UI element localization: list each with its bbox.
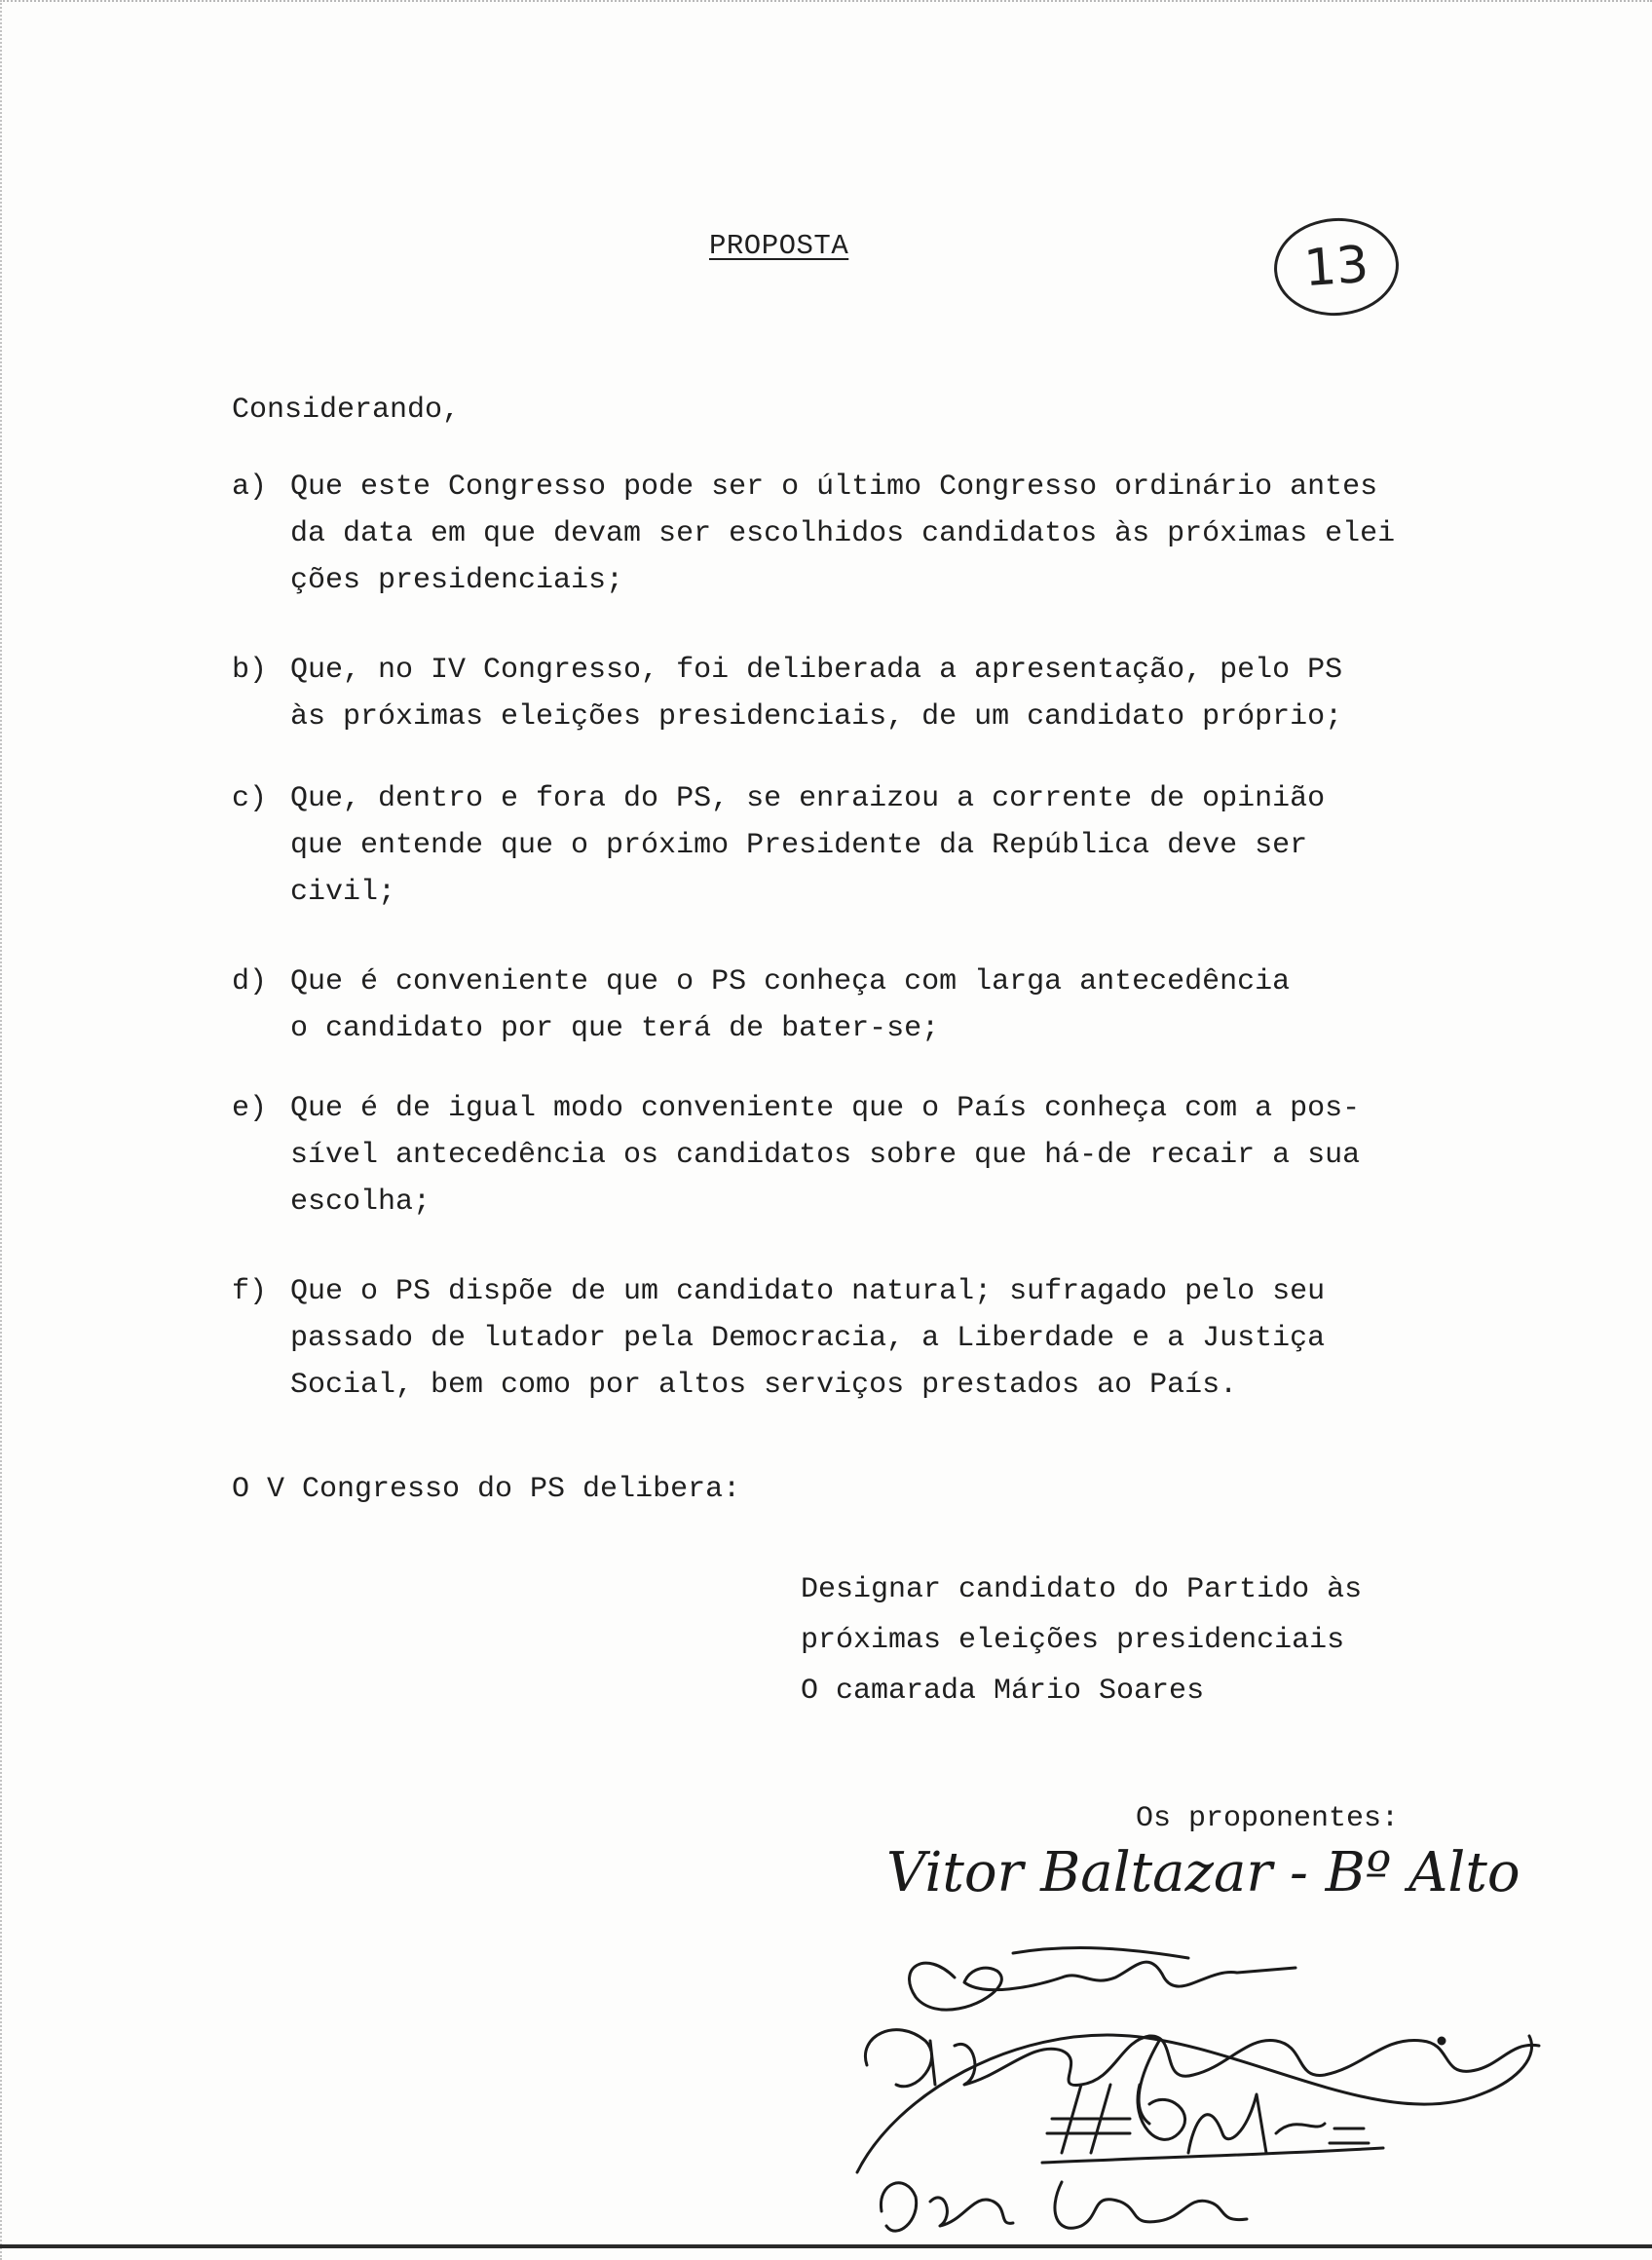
resolution-line: Designar candidato do Partido às [801,1573,1363,1606]
resolution-block [801,1564,1362,1716]
signatures-block [838,1841,1617,2241]
item-letter: d) [232,965,268,998]
page-top-edge [0,0,1652,6]
item-text: Que, dentro e fora do PS, se enraizou a corrente de opinião que entende que o próximo Presidente da República deve ser civil; [290,782,1326,909]
item-d [232,959,1527,1052]
signature-first: Vitor Baltazar - Bº Alto [886,1841,1521,1904]
signature-second [910,1962,1295,2010]
item-letter: b) [232,654,268,687]
item-text: Que é conveniente que o PS conheça com larga antecedência o candidato por que terá de bater-se; [290,965,1291,1045]
resolution-line: próximas eleições presidenciais [801,1624,1345,1657]
item-text: Que este Congresso pode ser o último Congresso ordinário antes da data em que devam ser escolhidos candidatos às próximas elei ções presidenciais; [290,471,1396,597]
intro-text: Considerando, [232,394,461,427]
page-left-edge [0,0,8,2260]
item-a [232,464,1527,604]
item-text: Que é de igual modo conveniente que o País conheça com a pos- sível antecedência os candidatos sobre que há-de recair a sua escolha; [290,1092,1361,1219]
handwritten-signatures [838,1841,1617,2241]
proponents-label: Os proponentes: [1136,1802,1400,1835]
item-e [232,1085,1527,1225]
item-letter: e) [232,1092,268,1125]
item-c [232,775,1527,916]
signature-third [865,2030,1539,2087]
signature-fifth [881,2182,1247,2231]
bottom-rule [0,2244,1652,2248]
signature-fourth [1047,2085,1369,2153]
item-b [232,647,1527,740]
item-letter: c) [232,782,268,815]
page-number-circle: 13 [1271,214,1403,320]
deliberation-text: O V Congresso do PS delibera: [232,1473,741,1506]
resolution-line: O camarada Mário Soares [801,1675,1205,1708]
document-title: PROPOSTA [709,230,849,262]
item-letter: f) [232,1275,268,1308]
item-letter: a) [232,471,268,504]
item-text: Que, no IV Congresso, foi deliberada a apresentação, pelo PS às próximas eleições presidenciais, de um candidato próprio; [290,654,1343,734]
item-f [232,1268,1527,1409]
item-text: Que o PS dispõe de um candidato natural; sufragado pelo seu passado de lutador pela Democracia, a Liberdade e a Justiça Social, bem como por altos serviços prestados ao País. [290,1275,1326,1402]
